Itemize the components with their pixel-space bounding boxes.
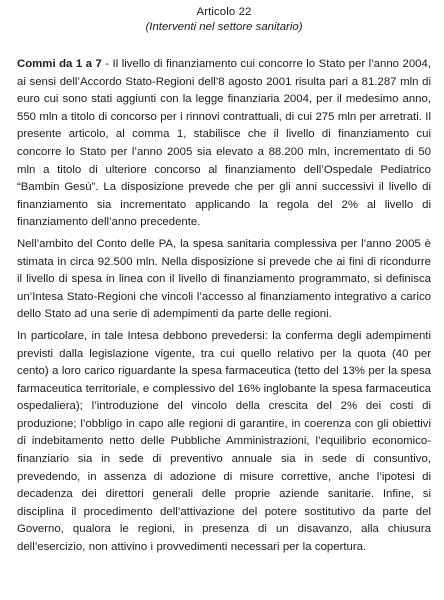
paragraph-commi-1-7 [17,56,431,232]
paragraph-text: Nell’ambito del Conto delle PA, la spesa sanitaria complessiva per l’anno 2005 è stimata in circa 92.500 mln. Nella disposizione si prevede che ai fini di ricondurre il livello di spesa in linea con il livello di finanziamento programmato, si definisca un’Intesa Stato-Regioni che vincoli l’accesso al finanziamento integrativo a carico dello Stato ad una serie di adempimenti da parte delle regioni. [17,237,431,321]
paragraph-lead: Commi da 1 a 7 [17,58,102,70]
article-title: Articolo 22 [196,6,252,18]
article-subtitle: (Interventi nel settore sanitario) [145,21,303,33]
paragraph-text: - Il livello di finanziamento cui concorre lo Stato per l’anno 2004, ai sensi dell’Accordo Stato-Regioni dell’8 agosto 2001 risulta pari a 81.287 mln di euro cui sono stati aggiunti con la legge finanziaria 2004, per il medesimo anno, 550 mln a titolo di concorso per i rinnovi contrattuali, di cui 275 mln per arretrati. Il presente articolo, al comma 1, stabilisce che il livello di finanziamento cui concorre lo Stato per l’anno 2005 sia elevato a 88.200 mln, incrementato di 50 mln a titolo di ulteriore concorso al finanziamento dell’Ospedale Pediatrico “Bambin Gesù”. La disposizione prevede che per gli anni successivi il livello di finanziamento sia incrementato applicando la regola del 2% al livello di finanziamento dell’anno precedente. [17,58,431,229]
paragraph-conto-pa [17,236,431,324]
paragraph-text: In particolare, in tale Intesa debbono prevedersi: la conferma degli adempimenti previsti dalla legislazione vigente, tra cui quello relativo per la quota (40 per cento) a loro carico riguardante la spesa farmaceutica (tetto del 13% per la spesa farmaceutica territoriale, e complessivo del 16% inglobante la spesa farmaceutica ospedaliera); l’introduzione del vincolo della crescita del 2% dei costi di produzione; l’obbligo in capo alle regioni di garantire, in coerenza con gli obiettivi di indebitamento netto delle Pubbliche Amministrazioni, l’equilibrio economico-finanziario sia in sede di preventivo annuale sia in sede di consuntivo, prevedendo, in assenza di adozione di misure correttive, anche l’ipotesi di decadenza dei direttori generali delle proprie aziende sanitarie. Infine, si disciplina il procedimento dell’attivazione del potere sostitutivo da parte del Governo, qualora le regioni, in presenza di un disavanzo, alla chiusura dell’esercizio, non attivino i provvedimenti necessari per la copertura. [17,329,431,554]
paragraph-intesa [17,328,431,557]
